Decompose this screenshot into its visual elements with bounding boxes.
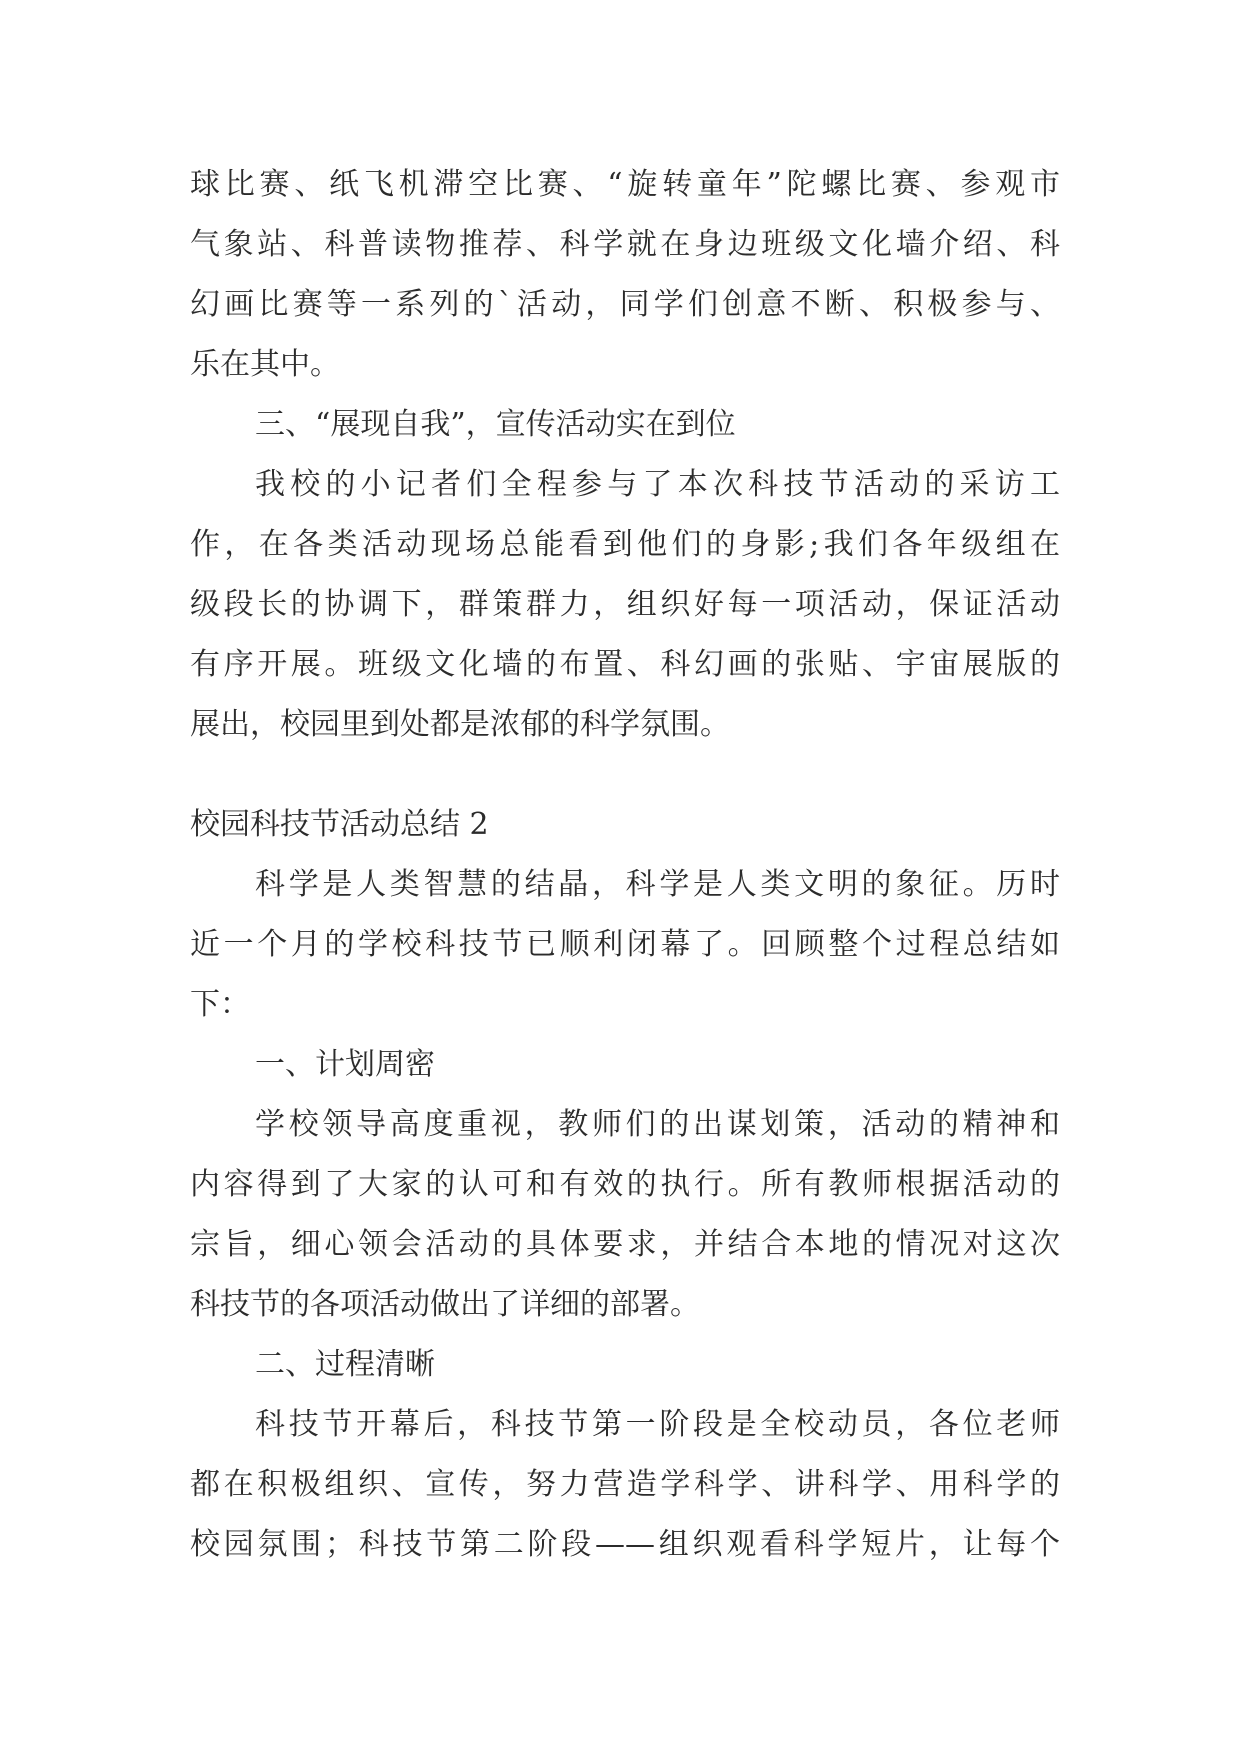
text-line: 球比赛、纸飞机滞空比赛、“旋转童年”陀螺比赛、参观市 [190, 167, 1060, 202]
text-line: 级段长的协调下，群策群力，组织好每一项活动，保证活动 [190, 587, 1060, 622]
text-line: 学校领导高度重视，教师们的出谋划策，活动的精神和 [255, 1107, 1060, 1142]
section-heading: 二、过程清晰 [255, 1347, 435, 1382]
text-line: 乐在其中。 [190, 347, 340, 382]
text-line: 下： [190, 987, 250, 1022]
text-line: 宗旨，细心领会活动的具体要求，并结合本地的情况对这次 [190, 1227, 1060, 1262]
text-line: 都在积极组织、宣传，努力营造学科学、讲科学、用科学的 [190, 1467, 1060, 1502]
text-line: 近一个月的学校科技节已顺利闭幕了。回顾整个过程总结如 [190, 927, 1060, 962]
text-line: 气象站、科普读物推荐、科学就在身边班级文化墙介绍、科 [190, 227, 1060, 262]
text-line: 我校的小记者们全程参与了本次科技节活动的采访工 [255, 467, 1060, 502]
text-line: 作，在各类活动现场总能看到他们的身影;我们各年级组在 [190, 527, 1060, 562]
text-line: 科技节的各项活动做出了详细的部署。 [190, 1287, 700, 1322]
text-line: 科技节开幕后，科技节第一阶段是全校动员，各位老师 [255, 1407, 1060, 1442]
text-line: 幻画比赛等一系列的`活动，同学们创意不断、积极参与、 [190, 287, 1060, 322]
section-heading: 一、计划周密 [255, 1047, 435, 1082]
text-line: 内容得到了大家的认可和有效的执行。所有教师根据活动的 [190, 1167, 1060, 1202]
text-line: 科学是人类智慧的结晶，科学是人类文明的象征。历时 [255, 867, 1060, 902]
text-line: 有序开展。班级文化墙的布置、科幻画的张贴、宇宙展版的 [190, 647, 1060, 682]
text-line: 展出，校园里到处都是浓郁的科学氛围。 [190, 707, 730, 742]
text-line: 校园氛围；科技节第二阶段——组织观看科学短片，让每个 [190, 1527, 1060, 1562]
section-heading: 三、“展现自我”，宣传活动实在到位 [255, 407, 736, 442]
document-title: 校园科技节活动总结 2 [190, 807, 489, 842]
